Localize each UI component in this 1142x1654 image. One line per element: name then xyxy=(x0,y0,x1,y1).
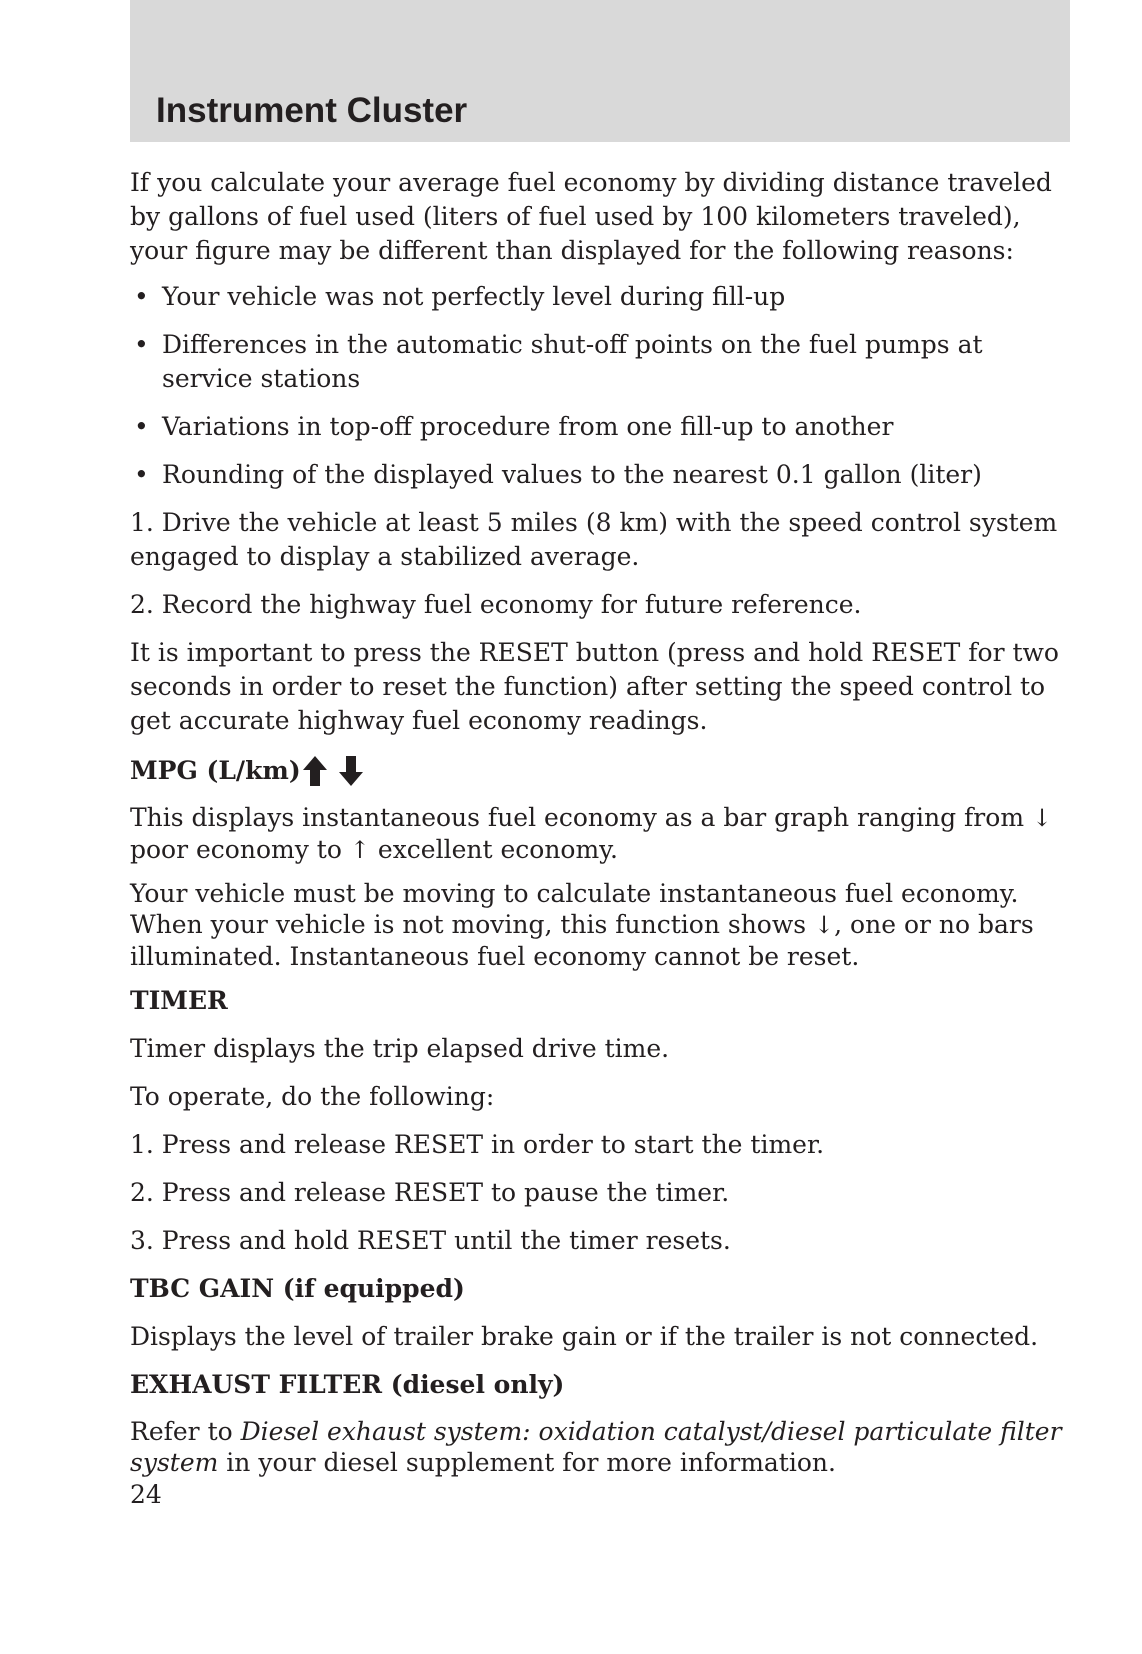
step-1: 1. Drive the vehicle at least 5 miles (8 km) with the speed control system engaged to display a stabilized average. xyxy=(130,508,1058,571)
timer-heading: TIMER xyxy=(130,986,228,1015)
bullet-icon: • xyxy=(134,460,149,489)
down-arrow-icon: ↓ xyxy=(1031,804,1053,832)
exhaust-reference: Diesel exhaust system: oxidation catalyst/diesel particulate filter system xyxy=(130,1417,1062,1477)
up-arrow-icon: ↑ xyxy=(349,836,370,864)
mpg-moving-note: Your vehicle must be moving to calculate instantaneous fuel economy. When your vehicle is not moving, this function shows ↓, one or no bars illuminated. Instantaneous fuel economy cannot be reset. xyxy=(130,879,1034,971)
list-item: • Your vehicle was not perfectly level during fill-up xyxy=(130,280,1070,314)
mpg-description: This displays instantaneous fuel economy as a bar graph ranging from ↓ poor economy to ↑ excellent economy. xyxy=(130,803,1053,864)
timer-step-2: 2. Press and release RESET to pause the timer. xyxy=(130,1178,730,1207)
exhaust-heading: EXHAUST FILTER (diesel only) xyxy=(130,1370,565,1399)
reasons-list xyxy=(130,280,1070,492)
list-item: • Variations in top-off procedure from one fill-up to another xyxy=(130,410,1070,444)
timer-step-1: 1. Press and release RESET in order to start the timer. xyxy=(130,1130,825,1159)
bullet-icon: • xyxy=(134,282,149,311)
bold-up-arrow-icon xyxy=(303,756,327,786)
tbc-heading: TBC GAIN (if equipped) xyxy=(130,1274,465,1303)
exhaust-description: Refer to Diesel exhaust system: oxidation catalyst/diesel particulate filter system in your diesel supplement for more information. xyxy=(130,1417,1062,1477)
tbc-description: Displays the level of trailer brake gain or if the trailer is not connected. xyxy=(130,1322,1039,1351)
list-item: • Rounding of the displayed values to the nearest 0.1 gallon (liter) xyxy=(130,458,1070,492)
bullet-icon: • xyxy=(134,412,149,441)
down-arrow-icon: ↓ xyxy=(814,911,835,939)
list-item: • Differences in the automatic shut-off points on the fuel pumps at service stations xyxy=(134,330,983,393)
timer-operate: To operate, do the following: xyxy=(130,1082,495,1111)
reset-note: It is important to press the RESET button (press and hold RESET for two seconds in order to reset the function) after setting the speed control to get accurate highway fuel economy readings. xyxy=(130,638,1059,735)
page-number: 24 xyxy=(130,1480,162,1509)
intro-paragraph: If you calculate your average fuel economy by dividing distance traveled by gallons of fuel used (liters of fuel used by 100 kilometers traveled), your figure may be different than displayed for the following reasons: xyxy=(130,168,1052,265)
mpg-heading-text: MPG (L/km) xyxy=(130,756,301,785)
page-title: Instrument Cluster xyxy=(156,91,468,130)
step-2: 2. Record the highway fuel economy for future reference. xyxy=(130,590,862,619)
page-content xyxy=(130,166,1070,1478)
bullet-icon: • xyxy=(134,330,149,359)
timer-step-3: 3. Press and hold RESET until the timer resets. xyxy=(130,1226,731,1255)
mpg-heading xyxy=(130,754,1070,788)
bold-down-arrow-icon xyxy=(339,756,363,786)
timer-description: Timer displays the trip elapsed drive time. xyxy=(130,1034,670,1063)
